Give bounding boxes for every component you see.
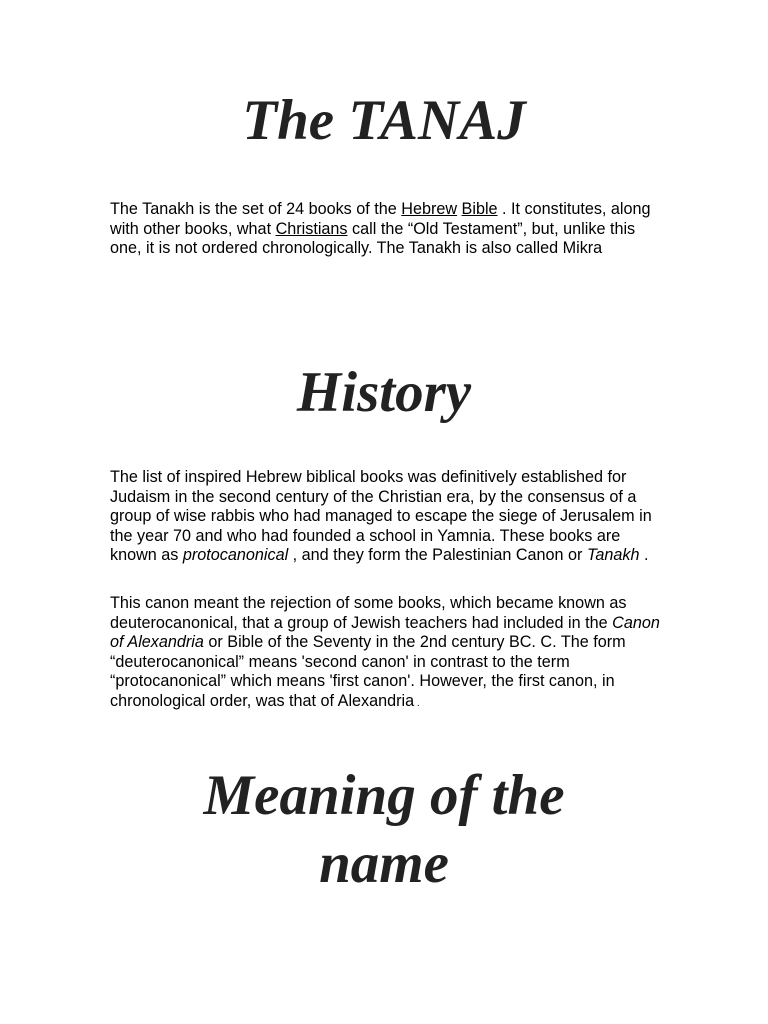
meaning-heading-line-2: name (319, 832, 449, 895)
protocanonical-term: protocanonical (182, 546, 289, 565)
meaning-heading (0, 762, 768, 898)
intro-text-1: The Tanakh is the set of 24 books of the (110, 200, 402, 218)
christians-link[interactable]: Christians (275, 219, 348, 238)
history-p1-text-3: . (639, 546, 649, 565)
history-paragraph-1 (110, 468, 670, 566)
history-p1-text-2: , and they form the Palestinian Canon or (288, 546, 587, 565)
history-p2-text-2: or Bible of the Seventy in the 2nd century BC. C. The form “deuterocanonical” means 'second canon' in contrast to the term “protocanonical” which means 'first canon'. However, the first canon, in chronological order, was that of Alexandria (110, 633, 626, 710)
tanakh-term: Tanakh (586, 546, 640, 565)
bible-link[interactable]: Bible (461, 200, 498, 218)
intro-text-2: . It constitutes, along with other books, what (110, 200, 651, 238)
history-p2-text-1: This canon meant the rejection of some books, which became known as deuterocanonical, that a group of Jewish teachers had included in the (110, 594, 627, 632)
history-heading: History (296, 361, 472, 424)
page-title: The TANAJ (242, 89, 526, 152)
meaning-heading-line-1: Meaning of the (203, 764, 565, 827)
intro-text-3: call the “Old Testament”, but, unlike this one, it is not ordered chronologically. The Tanakh is also called Mikra (110, 219, 636, 258)
intro-paragraph (110, 200, 670, 259)
history-p1-text-1: The list of inspired Hebrew biblical books was definitively established for Judaism in the second century of the Christian era, by the consensus of a group of wise rabbis who had managed to escape the siege of Jerusalem in the year 70 and who had founded a school in Yamnia. These books are known as (110, 468, 652, 565)
history-p2-end: . (414, 697, 420, 709)
hebrew-link[interactable]: Hebrew (401, 200, 458, 218)
history-paragraph-2 (110, 594, 670, 714)
canon-of-alexandria-term: Canon of Alexandria (110, 613, 660, 652)
